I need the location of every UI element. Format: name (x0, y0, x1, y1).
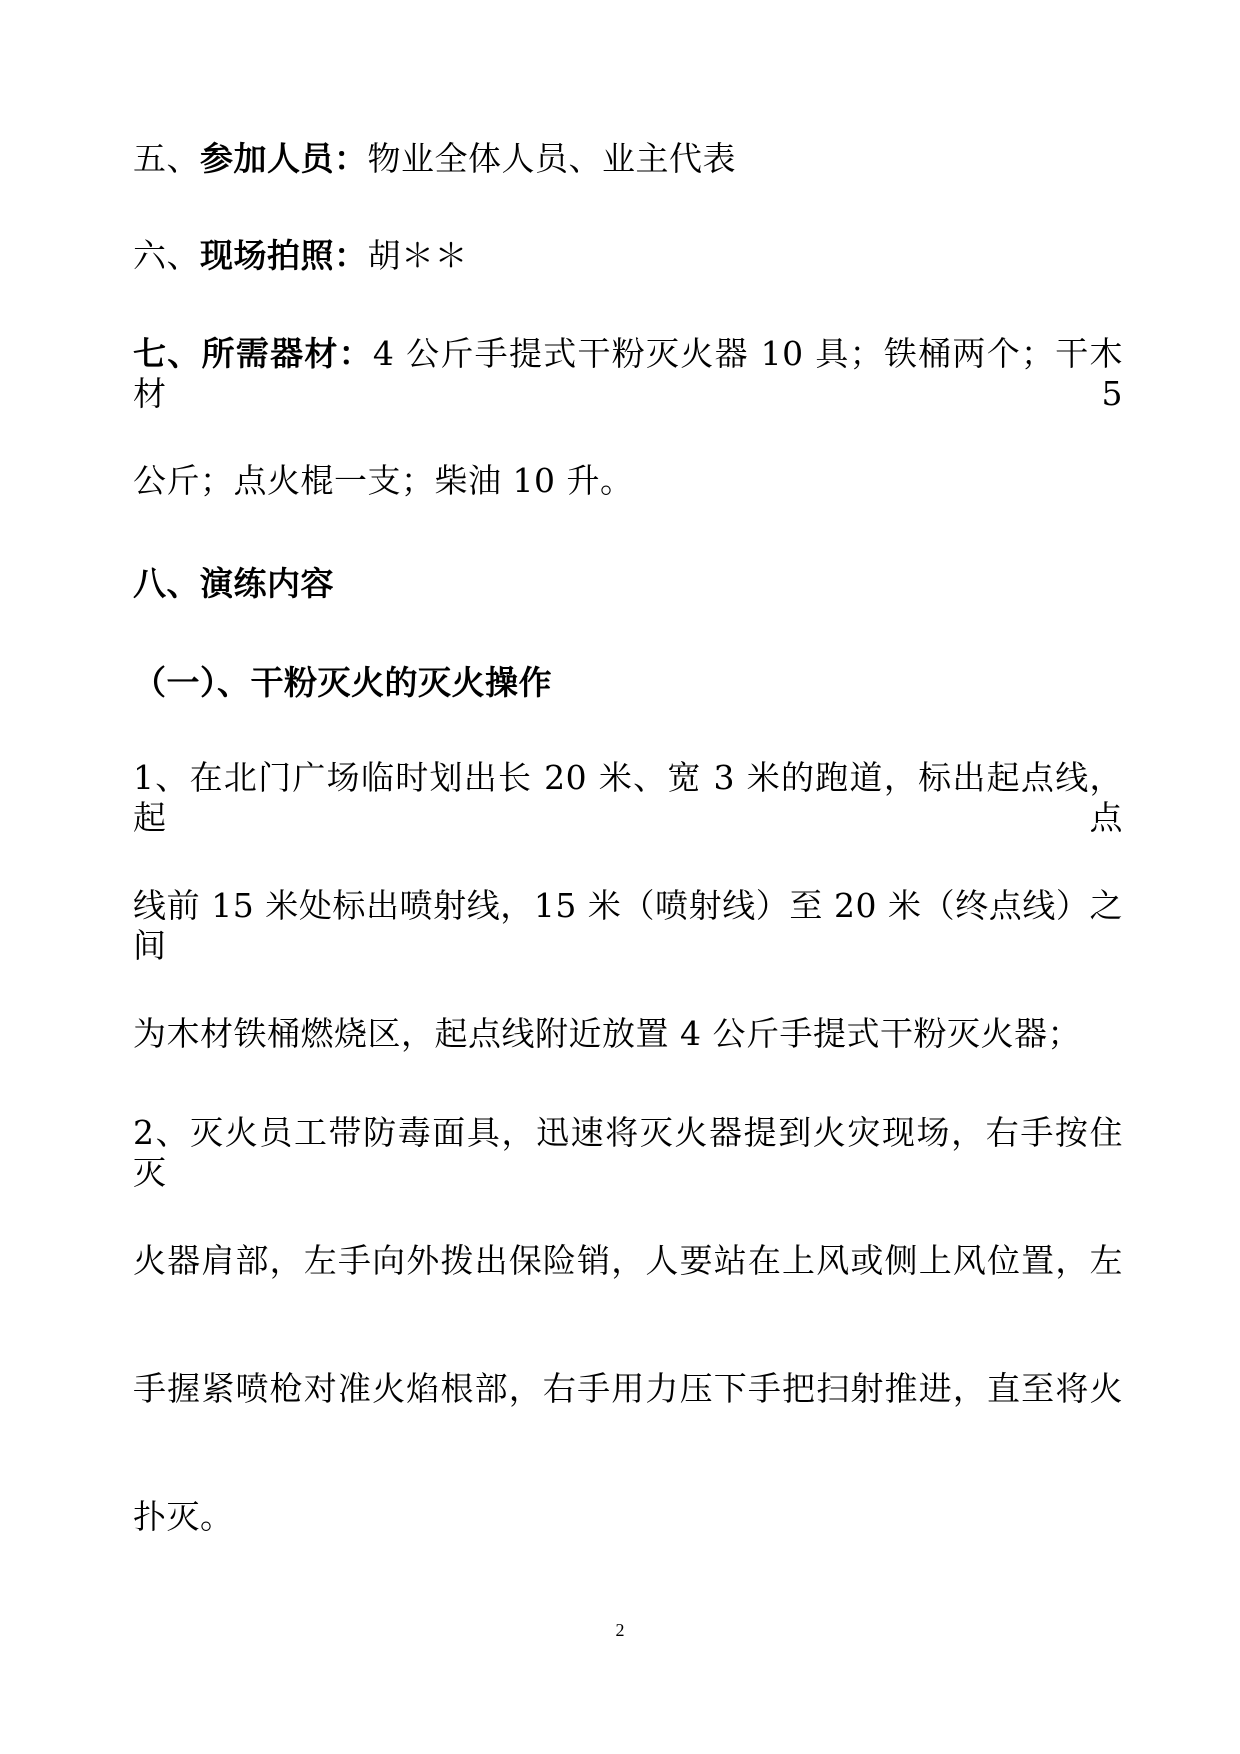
section-text: 物业全体人员、业主代表 (367, 139, 736, 178)
subsection-dry-powder-heading: （一）、干粉灭火的灭火操作 (133, 663, 552, 702)
section-participants (133, 139, 1123, 179)
section-text: 胡＊＊ (367, 236, 468, 275)
section-number: 五、 (133, 139, 200, 178)
section-photography (133, 236, 1123, 276)
step1-line2: 线前 15 米处标出喷射线，15 米（喷射线）至 20 米（终点线）之间 (133, 886, 1123, 965)
section-drill-content-heading: 八、演练内容 (133, 564, 334, 603)
section-number: 六、 (133, 236, 200, 275)
section-equipment-line2 (133, 461, 1123, 501)
section-equipment-line1 (133, 334, 1123, 414)
step1-line3: 为木材铁桶燃烧区，起点线附近放置 4 公斤手提式干粉灭火器； (133, 1014, 1081, 1053)
section-text: 4 公斤手提式干粉灭火器 10 具；铁桶两个；干木材 5 (133, 334, 1123, 413)
section-label: 现场拍照： (200, 236, 368, 275)
step2-line1: 2、灭火员工带防毒面具，迅速将灭火器提到火灾现场，右手按住灭 (133, 1113, 1123, 1192)
step2-line2: 火器肩部，左手向外拨出保险销，人要站在上风或侧上风位置，左 (133, 1241, 1123, 1280)
section-label: 参加人员： (200, 139, 368, 178)
step2-line3: 手握紧喷枪对准火焰根部，右手用力压下手把扫射推进，直至将火 (133, 1369, 1123, 1408)
step1-line1: 1、在北门广场临时划出长 20 米、宽 3 米的跑道，标出起点线，起点 (133, 758, 1123, 837)
step2-line4: 扑灭。 (133, 1497, 234, 1536)
section-text: 公斤；点火棍一支；柴油 10 升。 (133, 461, 634, 500)
section-label: 七、所需器材： (133, 334, 373, 373)
page-number: 2 (615, 1620, 625, 1640)
